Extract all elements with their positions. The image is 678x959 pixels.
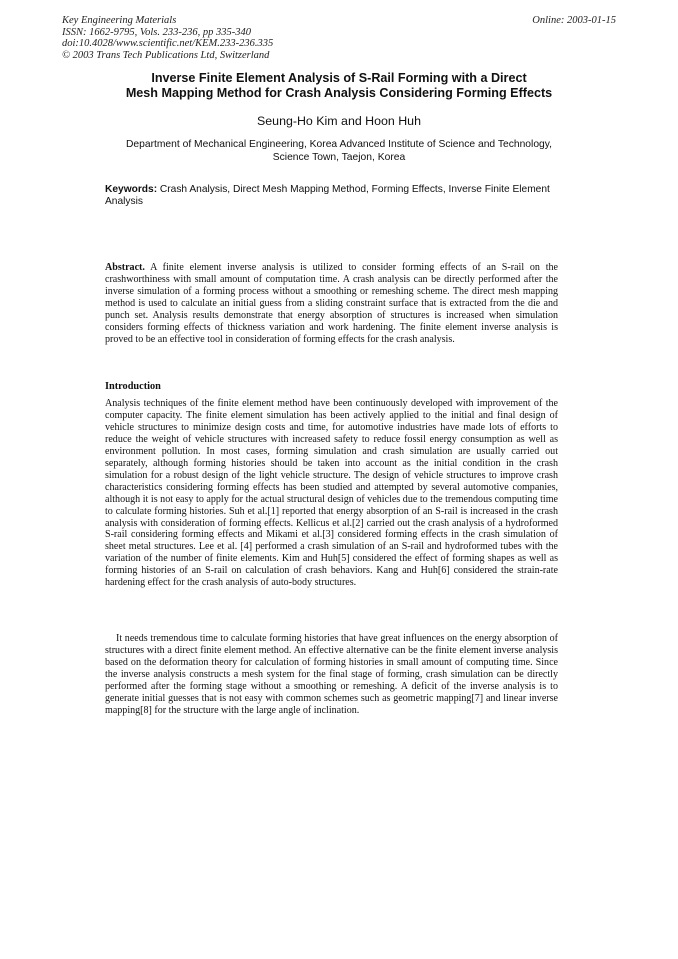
title-line-2: Mesh Mapping Method for Crash Analysis Considering Forming Effects bbox=[125, 85, 553, 100]
affiliation-line-2: Science Town, Taejon, Korea bbox=[272, 151, 406, 163]
intro-paragraph-2: It needs tremendous time to calculate forming histories that have great influences on the energy absorption of structures with a direct finite element method. An effective alternative can be the finite element inverse analysis based on the deformation theory for calculation of forming histories in small amount of computing time. Since the inverse analysis constructs a mesh system for the final stage of forming, crash simulation can be directly performed after the forming stage without a smoothing or remeshing. A deficit of the inverse analysis is to generate initial guesses that is not easy with common schemes such as geometric mapping[7] and linear inverse mapping[8] for the structure with the large angle of inclination. bbox=[105, 633, 558, 716]
copyright-line: © 2003 Trans Tech Publications Ltd, Switzerland bbox=[62, 49, 270, 61]
keywords-label: Keywords: bbox=[105, 184, 158, 195]
issn-line: ISSN: 1662-9795, Vols. 233-236, pp 335-340 bbox=[62, 26, 251, 38]
doi-line[interactable]: doi:10.4028/www.scientific.net/KEM.233-236.335 bbox=[62, 38, 274, 50]
intro-paragraph-1: Analysis techniques of the finite element method have been continuously developed with improvement of the computer capacity. The finite element simulation has been actively applied to the initial and final design of vehicle structures to minimize design costs and time, for automotive industries have made lots of efforts to reduce the weight of vehicle structures with increased safety to reduce fossil energy consumption as well as environment pollution. In most cases, forming simulation and crash simulation are usually carried out separately, although forming histories should be taken into account as the initial condition in the crash simulation for a robust design of the light vehicle structure. The design of vehicle structures to improve crash characteristics considering forming effects has been studied and attempted by several automotive companies, although it is not easy to apply for the actual structural design of vehicles due to the tremendous computing time to calculate forming histories. Suh et al.[1] reported that energy absorption of an S-rail is increased in the crash analysis with consideration of forming effects. Kellicus et al.[2] carried out the crash analysis of a hydroformed S-rail considering forming effects and Mikami et al.[3] considered forming effects in the crash simulation of sheet metal structures. Lee et al. [4] performed a crash simulation of an S-rail and hydroformed tubes with the variation of the number of finite elements. Kim and Huh[5] considered the effect of forming shapes as well as forming histories of an S-rail on calculation of crash behaviors. Kang and Huh[6] considered the strain-rate hardening effect for the crash analysis of auto-body structures. bbox=[105, 398, 558, 589]
keywords-text: Crash Analysis, Direct Mesh Mapping Method, Forming Effects, Inverse Finite Element Analysis bbox=[105, 184, 550, 208]
affiliation bbox=[62, 139, 616, 164]
abstract-label: Abstract. bbox=[105, 262, 145, 273]
authors: Seung-Ho Kim and Hoon Huh bbox=[257, 114, 421, 128]
journal-name: Key Engineering Materials bbox=[62, 15, 177, 26]
abstract-text: A finite element inverse analysis is utilized to consider forming effects of an S-rail on the crashworthiness with small amount of computation time. A crash analysis can be directly performed after the inverse simulation of a forming process without a smoothing or remeshing scheme. The direct mesh mapping method is used to calculate an initial guess from a sliding constraint surface that is extracted from the die and punch set. Analysis results demonstrate that energy absorption of structures is increased when simulation considers forming effects of thickness variation and work hardening. The finite element inverse analysis is proved to be an effective tool in consideration of forming effects for the crash analysis. bbox=[105, 262, 558, 345]
abstract bbox=[105, 262, 558, 346]
keywords bbox=[105, 184, 575, 208]
online-date: Online: 2003-01-15 bbox=[532, 15, 616, 26]
paper-title bbox=[62, 71, 616, 100]
affiliation-line-1: Department of Mechanical Engineering, Korea Advanced Institute of Science and Technology, bbox=[125, 139, 553, 150]
journal-header bbox=[62, 15, 273, 61]
section-heading-introduction: Introduction bbox=[105, 381, 161, 392]
title-line-1: Inverse Finite Element Analysis of S-Rail Forming with a Direct bbox=[151, 71, 527, 85]
